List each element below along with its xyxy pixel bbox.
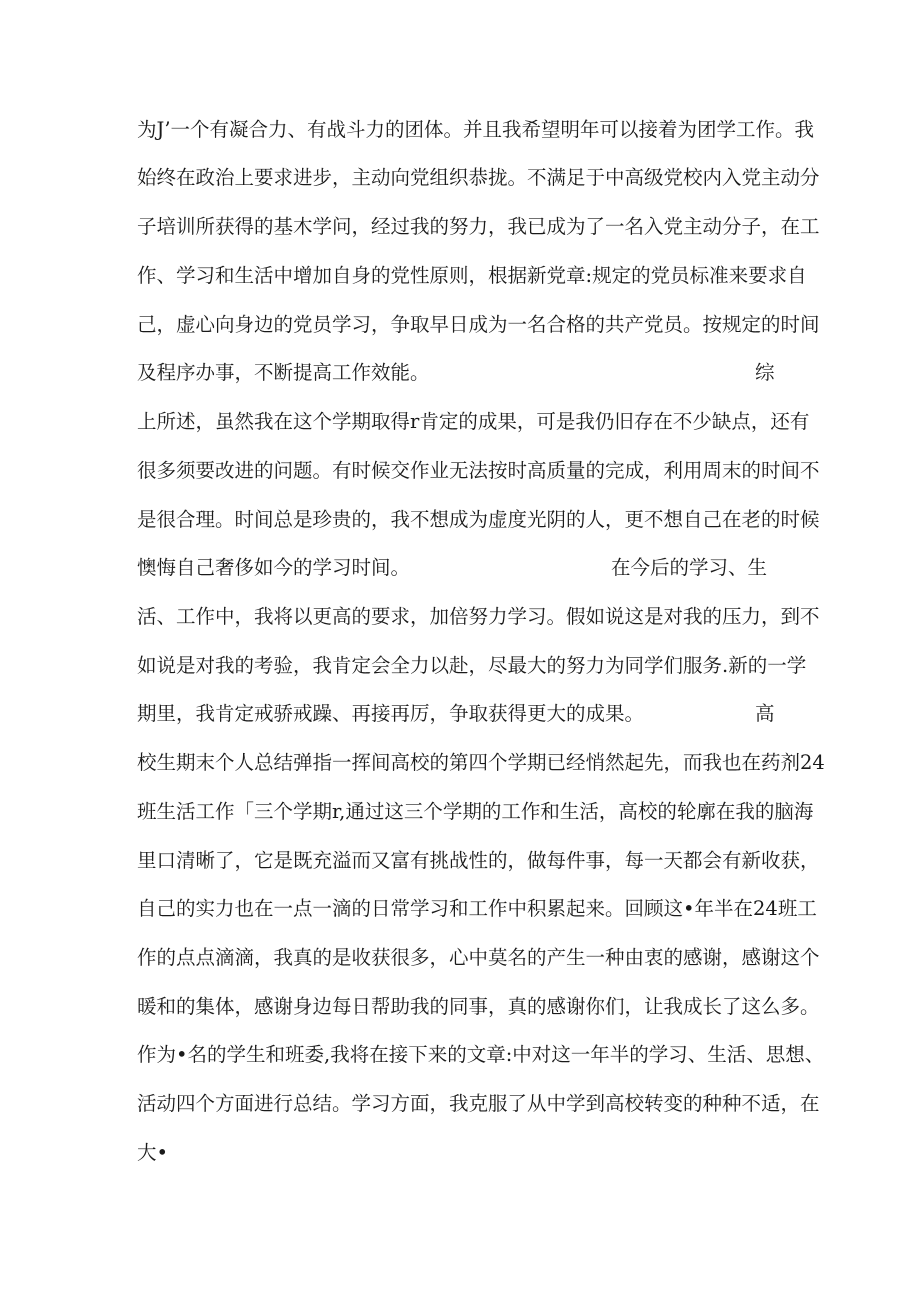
text-segment-left: 期里，我肯定戒骄戒躁、再接再厉，争取获得更大的成果。 <box>137 702 645 725</box>
text-line: 己，虚心向身边的党员学习，争取早日成为一名合格的共产党员。按规定的时间 <box>137 313 820 336</box>
text-line: 如说是对我的考验，我肯定会全力以赴，尽最大的努力为同学们服务.新的一学 <box>137 654 807 677</box>
text-line: 上所述，虽然我在这个学期取得r肯定的成果，可是我仍旧存在不少缺点，还有 <box>137 410 810 433</box>
text-line: 是很合理。时间总是珍贵的，我不想成为虚度光阴的人，更不想自己在老的时候 <box>137 508 820 531</box>
text-line-split <box>137 356 787 390</box>
text-line: 活动四个方面进行总结。学习方面，我克服了从中学到高校转变的种种不适，在 <box>137 1092 820 1115</box>
text-line: 为J’一个有凝合力、有战斗力的团体。并且我希望明年可以接着为团学工作。我 <box>137 118 815 141</box>
text-line: 暖和的集体，感谢身边每日帮助我的同事，真的感谢你们，让我成长了这么多。 <box>137 995 820 1018</box>
text-line: 作的点点滴滴，我真的是收获很多，心中莫名的产生一种由衷的感谢，感谢这个 <box>137 946 820 969</box>
text-line-split <box>137 551 787 585</box>
text-segment-right: 综 <box>755 361 775 384</box>
text-line: 校生期末个人总结弹指一挥间高校的第四个学期已经悄然起先，而我也在药剂24 <box>137 751 825 774</box>
text-segment-left: 懊悔自己奢侈如今的学习时间。 <box>137 556 411 579</box>
text-line: 自己的实力也在一点一滴的日常学习和工作中积累起来。回顾这•年半在24班工 <box>137 897 817 920</box>
text-line: 作为•名的学生和班委,我将在接下来的文章:中对这一年半的学习、生活、思想、 <box>137 1043 825 1066</box>
text-line: 始终在政治上要求进步，主动向党组织恭拢。不满足于中高级党校内入党主动分 <box>137 166 820 189</box>
text-line: 活、工作中，我将以更高的要求，加倍努力学习。假如说这是对我的压力，到不 <box>137 605 820 628</box>
text-segment-right: 在今后的学习、生 <box>611 556 768 579</box>
text-segment-right: 高 <box>755 702 775 725</box>
text-line: 作、学习和生活中增加自身的党性原则，根据新党章:规定的党员标准来要求自 <box>137 264 807 287</box>
text-line: 子培训所获得的基木学问，经过我的努力，我已成为了一名入党主动分子，在工 <box>137 215 820 238</box>
text-segment-left: 及程序办事，不断提高工作效能。 <box>137 361 430 384</box>
text-line: 里口清晰了，它是既充溢而又富有挑战性的，做每件事，每一天都会有新收获， <box>137 849 820 872</box>
text-line: 班生活工作「三个学期r,通过这三个学期的工作和生活，高校的轮廓在我的脑海 <box>137 800 814 823</box>
text-line: 大• <box>137 1141 169 1164</box>
text-line-split <box>137 697 787 731</box>
text-line: 很多须要改进的问题。有时候交作业无法按时高质量的完成，利用周末的时间不 <box>137 459 820 482</box>
